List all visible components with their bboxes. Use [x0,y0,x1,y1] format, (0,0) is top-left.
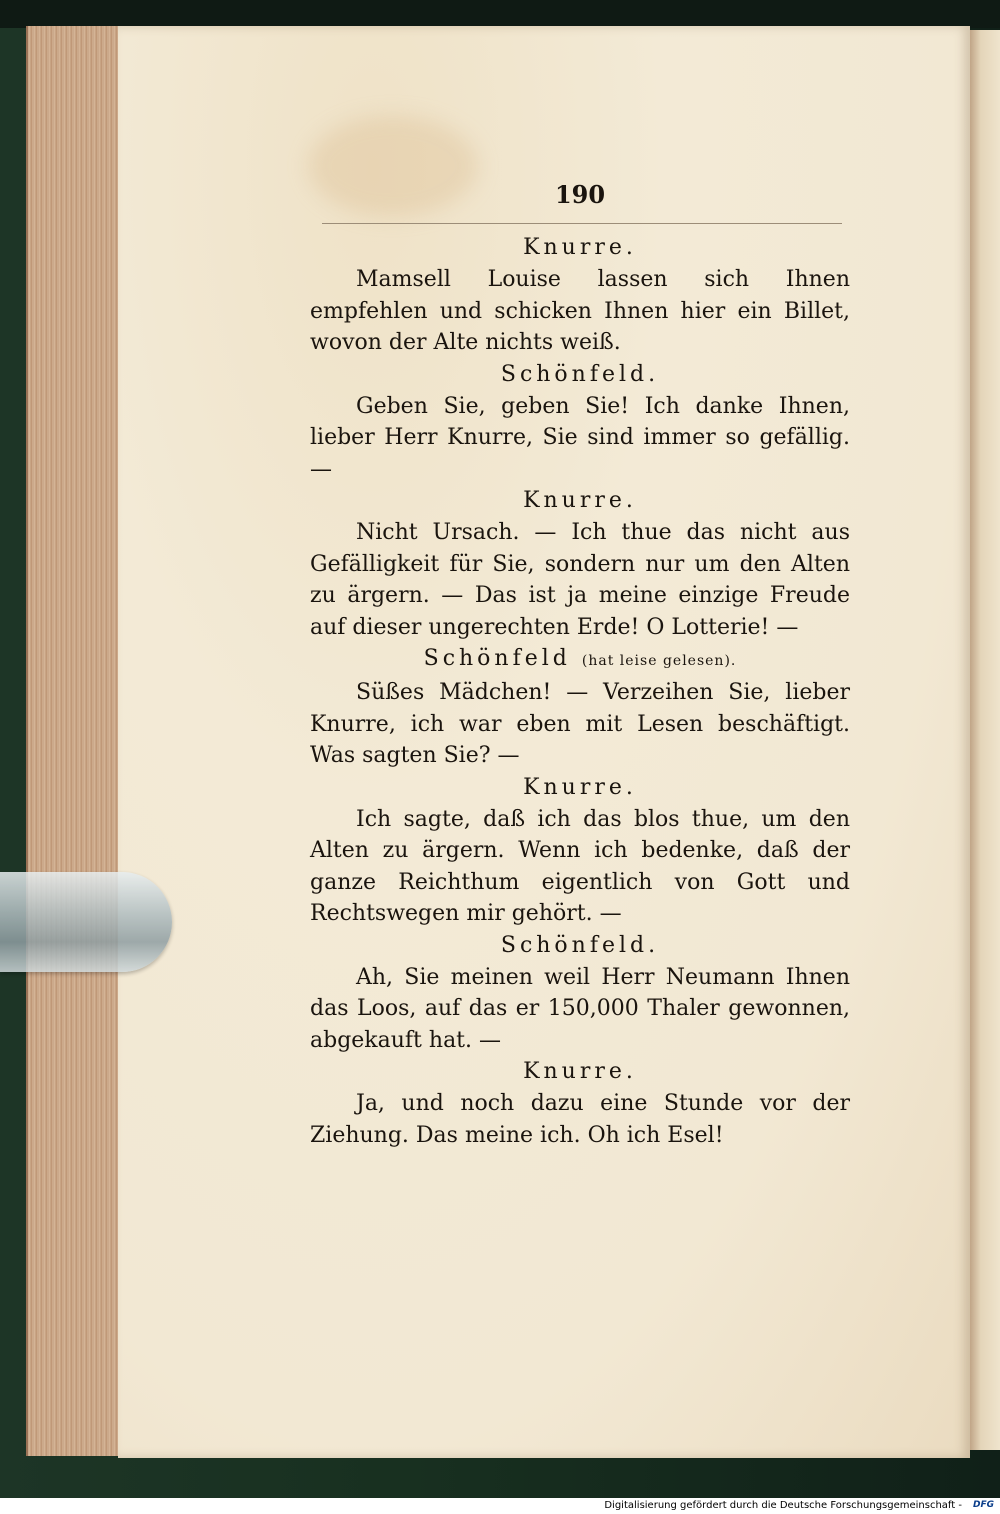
page-number: 190 [554,180,606,209]
dialogue-paragraph [310,962,850,1057]
dialogue-text: Geben Sie, geben Sie! Ich danke Ihnen, lieber Herr Knurre, Sie sind immer so gefällig. — [310,393,850,482]
speaker-name [310,1056,850,1088]
speaker-label: Schönfeld. [500,932,660,958]
page-content [310,180,850,1151]
dialogue-text: Nicht Ursach. — Ich thue das nicht aus Gefälligkeit für Sie, sondern nur um den Alten zu ärgern. — Das ist ja meine einzige Freude auf dieser ungerechten Erde! O Lotterie! — [310,520,850,640]
scan-board [0,0,1000,28]
dialogue-text: Ah, Sie meinen weil Herr Neumann Ihnen das Loos, auf das er 150,000 Thaler gewonnen, abgekauft hat. — [310,964,850,1053]
speaker-label: Knurre. [523,774,637,800]
header-rule [322,223,842,224]
stage-direction: (hat leise gelesen). [581,653,737,669]
dialogue-paragraph [310,517,850,643]
dialogue-text: Ich sagte, daß ich das blos thue, um den Alten zu ärgern. Wenn ich bedenke, daß der ganze Reichthum eigentlich von Gott und Rechtswegen mir gehört. — [310,806,850,926]
dialogue-paragraph [310,264,850,359]
speaker-name [310,930,850,962]
speaker-name [310,359,850,391]
dialogue-blocks [310,232,850,1151]
speaker-label: Knurre. [523,235,637,260]
dialogue-text: Mamsell Louise lassen sich Ihnen empfehlen und schicken Ihnen hier ein Billet, wovon der Alte nichts weiß. [310,267,850,355]
facing-page-edge [968,30,1000,1450]
funding-notice: Digitalisierung gefördert durch die Deutsche Forschungsgemeinschaft - [604,1500,962,1511]
speaker-name [310,643,850,677]
speaker-label: Knurre. [523,488,637,513]
speaker-label: Knurre. [523,1059,637,1084]
book-page-edges [26,26,124,1456]
dialogue-paragraph [310,1088,850,1151]
dialogue-paragraph [310,391,850,486]
speaker-label: Schönfeld [423,646,571,671]
dialogue-paragraph [310,804,850,930]
dfg-logo: DFG [972,1500,994,1510]
dialogue-paragraph [310,677,850,772]
speaker-name [310,772,850,804]
page-holder-clip [0,872,172,972]
speaker-label: Schönfeld. [500,361,660,387]
dialogue-text: Süßes Mädchen! — Verzeihen Sie, lieber Knurre, ich war eben mit Lesen beschäftigt. Was sagten Sie? — [310,680,850,768]
speaker-name [310,485,850,517]
dialogue-text: Ja, und noch dazu eine Stunde vor der Ziehung. Das meine ich. Oh ich Esel! [310,1091,850,1148]
speaker-name [310,232,850,264]
